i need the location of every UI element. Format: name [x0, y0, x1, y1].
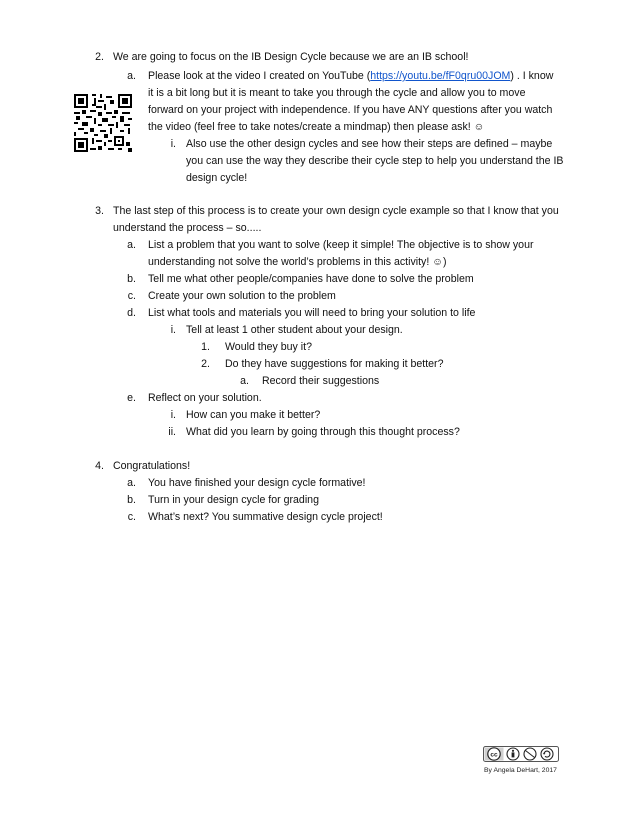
- list-item-continued: it is a bit long but it is meant to take you through the cycle and allow you to move: [148, 87, 526, 99]
- creative-commons-by-nc-sa-icon: [483, 746, 559, 762]
- list-item-continued: forward on your project with independence. If you have ANY questions after you watch: [148, 104, 553, 116]
- cc-label: cc: [490, 751, 498, 759]
- qr-code-icon: [74, 94, 132, 152]
- author-byline: By Angela DeHart, 2017: [484, 767, 557, 774]
- list-item-continued: the video (feel free to take notes/create a mindmap) then please ask! ☺: [148, 121, 485, 133]
- list-item-continued: understand the process – so.....: [113, 222, 262, 234]
- list-item-continued: you can use the way they describe their cycle step to help you understand the IB: [186, 155, 564, 167]
- document-page: 2. We are going to focus on the IB Design Cycle because we are an IB school! a. Please look at the video I created on YouTube (https://youtu.be/fF0qru00JOM) . I know it is a bit long but it is meant to take you through the cycle and allow you to move forward on your project with independence. If you have ANY questions after you watch the video (feel free to take notes/create a mindmap) then please ask! ☺ i. Also use the other design cycles and see how their steps are defined – maybe you can use the way they describe their cycle step to help you understand the IB design cycle! 3. The last step of this process is to create your own design cycle example so that I know that you understand the process – so..... a. List a problem that you want to solve (keep it simple! The objective is to show your understanding not solve the world’s problems in this activity! ☺) b. Tell me what other people/companies have done to solve the problem c. Create your own solution to the problem d. List what tools and materials you will need to bring your solution to life i. Tell at least 1 other student about your design. 1. Would they buy it? 2. Do they have suggestions for making it better? a. Record their suggestions e. Reflect on your solution. i. How can you make it better? ii. What did you learn by going through this thought process? 4. Congratulations! a. You have finished your design cycle formative! b. Turn in your design cycle for grading c. What’s next? You summative design cycle project! cc By Angela DeHart, 2017: [0, 0, 638, 826]
- youtube-link[interactable]: https://youtu.be/fF0qru00JOM: [370, 70, 511, 82]
- list-item-continued: design cycle!: [186, 172, 248, 184]
- list-item-continued: understanding not solve the world’s problems in this activity! ☺): [148, 256, 447, 268]
